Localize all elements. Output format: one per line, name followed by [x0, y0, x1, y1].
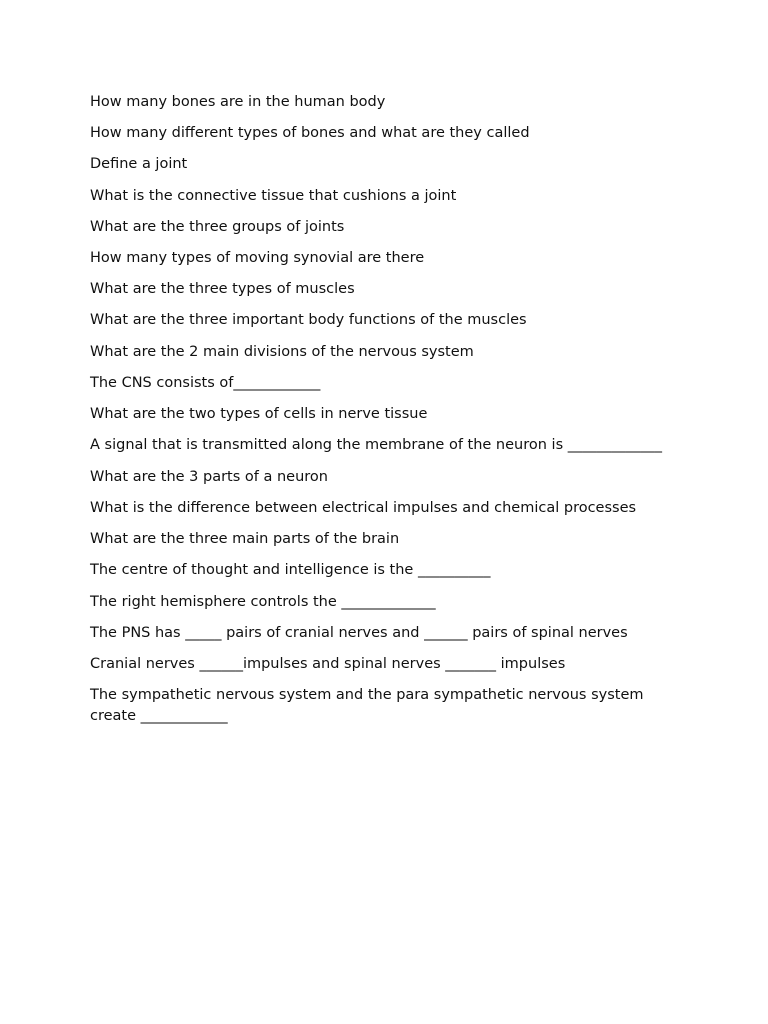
question-5: What are the three groups of joints: [90, 218, 345, 235]
question-12: A signal that is transmitted along the membrane of the neuron is _____________: [90, 437, 662, 454]
question-10: The CNS consists of____________: [90, 374, 321, 391]
question-16: The centre of thought and intelligence is the __________: [90, 562, 491, 579]
question-20: The sympathetic nervous system and the para sympathetic nervous system create ____________: [90, 687, 644, 724]
question-8: What are the three important body functions of the muscles: [90, 312, 527, 329]
question-18: The PNS has _____ pairs of cranial nerves and ______ pairs of spinal nerves: [90, 624, 628, 641]
question-3: Define a joint: [90, 156, 188, 173]
question-7: What are the three types of muscles: [90, 281, 355, 298]
question-2: How many different types of bones and what are they called: [90, 125, 530, 142]
question-14: What is the difference between electrical impulses and chemical processes: [90, 499, 637, 516]
question-1: How many bones are in the human body: [90, 94, 386, 110]
question-6: How many types of moving synovial are there: [90, 249, 425, 266]
question-19: Cranial nerves ______impulses and spinal nerves _______ impulses: [90, 655, 566, 672]
document-page: [90, 92, 690, 737]
question-11: What are the two types of cells in nerve tissue: [90, 405, 428, 422]
question-13: What are the 3 parts of a neuron: [90, 468, 328, 485]
question-17: The right hemisphere controls the _____________: [90, 593, 436, 610]
question-15: What are the three main parts of the brain: [90, 531, 400, 548]
question-4: What is the connective tissue that cushions a joint: [90, 187, 457, 204]
question-9: What are the 2 main divisions of the nervous system: [90, 343, 474, 360]
